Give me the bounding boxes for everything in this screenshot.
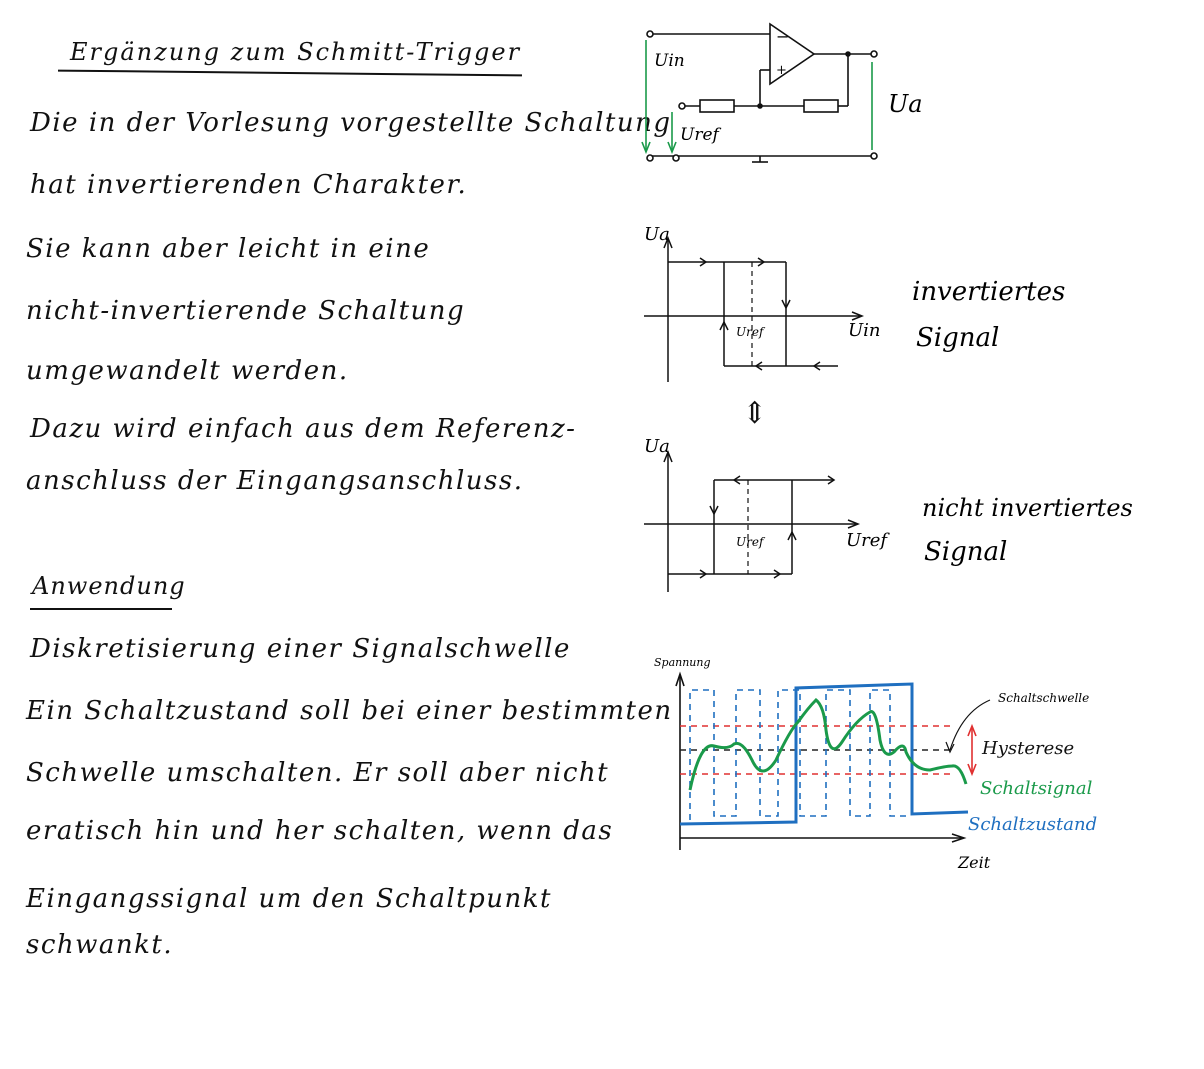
state-label: Schaltzustand xyxy=(968,814,1098,835)
application-line: Diskretisierung einer Signalschwelle xyxy=(30,634,571,664)
paragraph-line: Die in der Vorlesung vorgestellte Schaltung xyxy=(30,108,672,138)
noninv-x-label: Uref xyxy=(846,530,888,551)
signal-label: Schaltsignal xyxy=(980,778,1093,799)
threshold-label: Schaltschwelle xyxy=(998,691,1090,705)
paragraph-line: Dazu wird einfach aus dem Referenz- xyxy=(30,414,577,444)
application-line: Eingangssignal um den Schaltpunkt xyxy=(26,884,552,914)
noninv-y-label: Ua xyxy=(644,436,670,457)
inv-caption-1: invertiertes xyxy=(912,277,1066,307)
application-line: Schwelle umschalten. Er soll aber nicht xyxy=(26,758,610,788)
hysteresis-label: Hysterese xyxy=(982,738,1075,759)
paragraph-line: umgewandelt werden. xyxy=(26,356,349,386)
noninv-caption-1: nicht invertiertes xyxy=(922,494,1133,522)
timing-x-label: Zeit xyxy=(958,853,991,872)
plus-sign: + xyxy=(776,63,787,78)
application-line: schwankt. xyxy=(26,930,174,960)
inv-x-label: Uin xyxy=(848,320,881,341)
application-heading: Anwendung xyxy=(32,572,186,600)
u-a-label: Ua xyxy=(888,90,923,118)
minus-sign: − xyxy=(776,27,790,46)
application-line: Ein Schaltzustand soll bei einer bestimmten xyxy=(26,696,673,726)
paragraph-line: Sie kann aber leicht in eine xyxy=(26,234,431,264)
noninv-caption-2: Signal xyxy=(924,537,1008,567)
paragraph-line: hat invertierenden Charakter. xyxy=(30,170,468,200)
u-ref-label: Uref xyxy=(680,125,719,145)
page-title: Ergänzung zum Schmitt-Trigger xyxy=(70,38,522,66)
noninv-center-label: Uref xyxy=(736,535,764,549)
inv-center-label: Uref xyxy=(736,325,764,339)
u-in-label: Uin xyxy=(654,51,685,71)
inv-y-label: Ua xyxy=(644,224,670,245)
timing-y-label: Spannung xyxy=(654,656,711,669)
application-line: eratisch hin und her schalten, wenn das xyxy=(26,816,614,846)
paragraph-line: anschluss der Eingangsanschluss. xyxy=(26,466,524,496)
inv-caption-2: Signal xyxy=(916,323,1000,353)
paragraph-line: nicht-invertierende Schaltung xyxy=(26,296,466,326)
equivalence-arrow-icon: ⇕ xyxy=(742,396,768,431)
